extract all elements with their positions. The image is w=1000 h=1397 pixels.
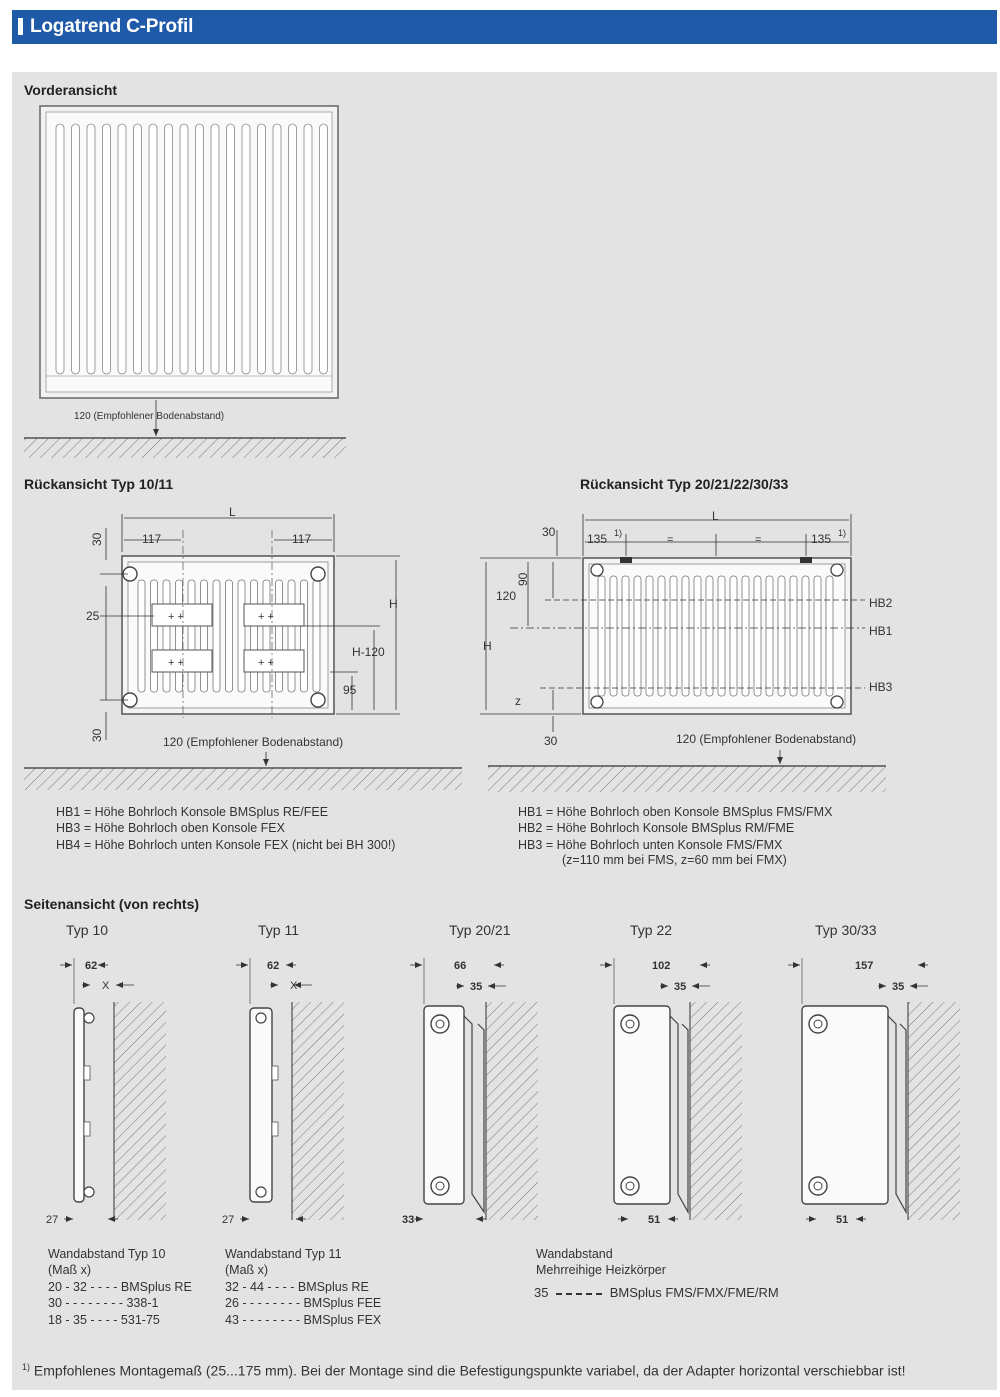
rear2-dim-135-left: 135 xyxy=(587,532,608,546)
rear1-rib xyxy=(163,580,170,692)
front-rib xyxy=(149,124,157,374)
side-wall-hatch xyxy=(292,1002,344,1220)
rear1-dim-95: 95 xyxy=(343,683,357,697)
rear1-dim-H-120: H-120 xyxy=(352,645,385,659)
front-rib xyxy=(87,124,95,374)
rear2-dim-H: H xyxy=(483,639,492,653)
rear1-rib xyxy=(151,580,158,692)
side-radiator-body xyxy=(614,1006,670,1204)
rear2-rib xyxy=(646,576,653,696)
front-rib xyxy=(273,124,281,374)
rear2-rib xyxy=(670,576,677,696)
rear2-dim-equal-left: = xyxy=(667,534,674,546)
side-connection-bottom-inner xyxy=(626,1182,634,1190)
rear1-legend-row-2: HB3 = Höhe Bohrloch oben Konsole FEX xyxy=(56,821,285,835)
wall10-row-1: 20 - 32 - - - - BMSplus RE xyxy=(48,1280,192,1294)
side-view-5 xyxy=(788,958,960,1226)
side-bracket-lower xyxy=(272,1122,278,1136)
side-connection-bottom-inner xyxy=(814,1182,822,1190)
side-connection-bottom xyxy=(84,1187,94,1197)
side-wall-hatch xyxy=(114,1002,166,1220)
rear1-dim-117-right: 117 xyxy=(292,532,312,546)
rear2-rib xyxy=(634,576,641,696)
rear1-rib xyxy=(201,580,208,692)
rear2-rib xyxy=(742,576,749,696)
footnote: $^{1)}$ Empfohlenes Montagemaß (25...175 mm). Bei der Montage sind die Befestigungspunkte variabel, da der Adapter horizontal verschiebbar ist! xyxy=(22,1362,906,1379)
front-rib xyxy=(118,124,126,374)
front-rib xyxy=(180,124,188,374)
side-connection-top-inner xyxy=(814,1020,822,1028)
rear2-dim-30-bottom: 30 xyxy=(544,734,558,748)
side-connection-top xyxy=(256,1013,266,1023)
svg-text:+ +: + + xyxy=(168,611,184,623)
rear2-rib xyxy=(790,576,797,696)
side-connection-top-inner xyxy=(626,1020,634,1028)
side-connection-top-inner xyxy=(436,1020,444,1028)
svg-text:+ +: + + xyxy=(258,611,274,623)
side-mounting-bracket xyxy=(888,1016,906,1212)
side-view-2 xyxy=(222,958,344,1226)
side-dim-side-label: X xyxy=(290,980,298,992)
rear1-dim-H: H xyxy=(389,597,398,611)
rear2-radiator xyxy=(583,557,851,714)
rear2-floor-note: 120 (Empfohlener Bodenabstand) xyxy=(676,732,857,746)
wall11-title: Wandabstand Typ 11 xyxy=(225,1247,342,1261)
side-radiator-body xyxy=(424,1006,464,1204)
side-dim-top-label: 62 xyxy=(85,960,98,972)
wallmulti-title: Wandabstand xyxy=(536,1247,613,1261)
side-mounting-bracket xyxy=(464,1016,484,1212)
side-view-4 xyxy=(600,958,742,1226)
rear1-rib xyxy=(263,580,270,692)
rear2-label-HB2: HB2 xyxy=(869,596,893,610)
rear-view-10-title: Rückansicht Typ 10/11 xyxy=(24,476,174,492)
side-connection-bottom xyxy=(256,1187,266,1197)
front-rib xyxy=(165,124,173,374)
front-rib xyxy=(320,124,328,374)
rear2-rib xyxy=(814,576,821,696)
side-dim-side-label: 35 xyxy=(674,981,687,993)
rear1-dim-117-left: 117 xyxy=(142,532,162,546)
front-rib xyxy=(56,124,64,374)
side-dim-side-label: X xyxy=(102,980,110,992)
wallmulti-row: 35 BMSplus FMS/FMX/FME/RM xyxy=(534,1285,779,1300)
rear2-dim-120: 120 xyxy=(496,589,517,603)
wall10-row-3: 18 - 35 - - - - 531-75 xyxy=(48,1313,160,1327)
rear2-legend-row-3: HB3 = Höhe Bohrloch unten Konsole FMS/FMX xyxy=(518,838,783,852)
page-title: Logatrend C-Profil xyxy=(30,16,194,37)
side-view-1 xyxy=(46,958,166,1226)
side-dim-top-label: 102 xyxy=(652,960,671,972)
side-dim-bottom-label: 27 xyxy=(222,1214,235,1226)
rear-view-20-title: Rückansicht Typ 20/21/22/30/33 xyxy=(580,476,789,492)
rear2-rib xyxy=(658,576,665,696)
rear1-rib xyxy=(301,580,308,692)
front-floor-hatch xyxy=(24,438,346,458)
rear2-rib xyxy=(826,576,833,696)
side-dim-side-label: 35 xyxy=(470,981,483,993)
rear1-dim-25: 25 xyxy=(86,609,100,623)
side-radiator-body xyxy=(802,1006,888,1204)
side-dim-bottom-label: 27 xyxy=(46,1214,59,1226)
rear2-floor-hatch xyxy=(488,766,886,792)
rear2-dim-z: z xyxy=(515,694,521,708)
side-bracket-lower xyxy=(84,1122,90,1136)
rear1-dim-L: L xyxy=(229,505,236,519)
svg-text:+ +: + + xyxy=(168,657,184,669)
side-dim-bottom-label: 33 xyxy=(402,1214,415,1226)
rear2-rib xyxy=(754,576,761,696)
rear1-dim-30-bottom: 30 xyxy=(90,728,104,742)
rear2-label-HB3: HB3 xyxy=(869,680,893,694)
rear1-rib xyxy=(226,580,233,692)
side-dim-top-label: 62 xyxy=(267,960,280,972)
side-wall-hatch xyxy=(486,1002,538,1220)
wall11-row-2: 26 - - - - - - - - BMSplus FEE xyxy=(225,1296,382,1310)
rear2-rib xyxy=(718,576,725,696)
side-wall-hatch xyxy=(690,1002,742,1220)
side-dim-side-label: 35 xyxy=(892,981,905,993)
rear1-floor-note: 120 (Empfohlener Bodenabstand) xyxy=(163,735,344,749)
rear1-rib xyxy=(176,580,183,692)
side-mounting-bracket xyxy=(670,1016,688,1212)
wall11-sub: (Maß x) xyxy=(225,1263,269,1277)
rear2-rib xyxy=(802,576,809,696)
side-view-title: Seitenansicht (von rechts) xyxy=(24,896,200,912)
rear2-rib xyxy=(610,576,617,696)
side-dim-bottom-label: 51 xyxy=(648,1214,661,1226)
rear1-dim-30-top: 30 xyxy=(90,532,104,546)
rear1-rib xyxy=(213,580,220,692)
rear2-rib xyxy=(766,576,773,696)
side-connection-top xyxy=(84,1013,94,1023)
rear1-rib xyxy=(251,580,258,692)
rear2-footnote-mark-left: 1) xyxy=(614,528,623,538)
rear2-footnote-mark-right: 1) xyxy=(838,528,847,538)
wall10-row-2: 30 - - - - - - - - 338-1 xyxy=(48,1296,159,1310)
side-connection-bottom-inner xyxy=(436,1182,444,1190)
rear2-rib xyxy=(622,576,629,696)
wall11-row-1: 32 - 44 - - - - BMSplus RE xyxy=(225,1280,369,1294)
front-rib xyxy=(211,124,219,374)
side-view-3 xyxy=(402,958,538,1226)
side-type-30-title: Typ 30/33 xyxy=(815,922,877,938)
front-view-title: Vorderansicht xyxy=(24,82,118,98)
rear2-dim-equal-right: = xyxy=(755,534,762,546)
side-type-20-title: Typ 20/21 xyxy=(449,922,511,938)
rear2-dim-L: L xyxy=(712,509,719,523)
rear2-legend-row-2: HB2 = Höhe Bohrloch Konsole BMSplus RM/FME xyxy=(518,821,795,835)
side-type-11-title: Typ 11 xyxy=(258,922,299,938)
rear2-rib xyxy=(598,576,605,696)
side-dim-top-label: 66 xyxy=(454,960,467,972)
front-rib xyxy=(134,124,142,374)
front-rib xyxy=(242,124,250,374)
front-rib xyxy=(258,124,266,374)
rear2-rib xyxy=(682,576,689,696)
front-rib xyxy=(196,124,204,374)
rear1-rib xyxy=(238,580,245,692)
side-type-22-title: Typ 22 xyxy=(630,922,673,938)
rear1-rib xyxy=(276,580,283,692)
rear1-radiator xyxy=(122,530,334,718)
wall10-title: Wandabstand Typ 10 xyxy=(48,1247,166,1261)
rear1-rib xyxy=(138,580,145,692)
wall10-sub: (Maß x) xyxy=(48,1263,92,1277)
rear2-legend-note: (z=110 mm bei FMS, z=60 mm bei FMX) xyxy=(562,853,787,867)
svg-text:+ +: + + xyxy=(258,657,274,669)
front-rib xyxy=(103,124,111,374)
side-radiator-body xyxy=(74,1008,84,1202)
rear2-rib xyxy=(694,576,701,696)
rear2-dim-90: 90 xyxy=(516,572,530,586)
front-rib xyxy=(304,124,312,374)
side-wall-hatch xyxy=(908,1002,960,1220)
rear1-rib xyxy=(288,580,295,692)
rear2-rib xyxy=(730,576,737,696)
rear1-floor-hatch xyxy=(24,768,462,790)
side-radiator-body xyxy=(250,1008,272,1202)
front-floor-note: 120 (Empfohlener Bodenabstand) xyxy=(74,411,225,422)
rear2-rib xyxy=(778,576,785,696)
rear1-legend-row-3: HB4 = Höhe Bohrloch unten Konsole FEX (nicht bei BH 300!) xyxy=(56,838,396,852)
side-dim-bottom-label: 51 xyxy=(836,1214,849,1226)
front-radiator xyxy=(40,106,338,398)
side-bracket-upper xyxy=(272,1066,278,1080)
rear1-rib xyxy=(313,580,320,692)
side-dim-top-label: 157 xyxy=(855,960,874,972)
side-type-10-title: Typ 10 xyxy=(66,922,109,938)
front-rib xyxy=(289,124,297,374)
rear2-legend-row-1: HB1 = Höhe Bohrloch oben Konsole BMSplus FMS/FMX xyxy=(518,805,833,819)
rear2-rib xyxy=(706,576,713,696)
rear1-legend-row-1: HB1 = Höhe Bohrloch Konsole BMSplus RE/FEE xyxy=(56,805,329,819)
side-bracket-upper xyxy=(84,1066,90,1080)
wall11-row-3: 43 - - - - - - - - BMSplus FEX xyxy=(225,1313,382,1327)
front-rib xyxy=(72,124,80,374)
rear2-dim-135-right: 135 xyxy=(811,532,832,546)
rear1-rib xyxy=(188,580,195,692)
rear2-dim-30-top: 30 xyxy=(542,525,556,539)
wallmulti-sub: Mehrreihige Heizkörper xyxy=(536,1263,666,1277)
front-rib xyxy=(227,124,235,374)
rear2-label-HB1: HB1 xyxy=(869,624,893,638)
